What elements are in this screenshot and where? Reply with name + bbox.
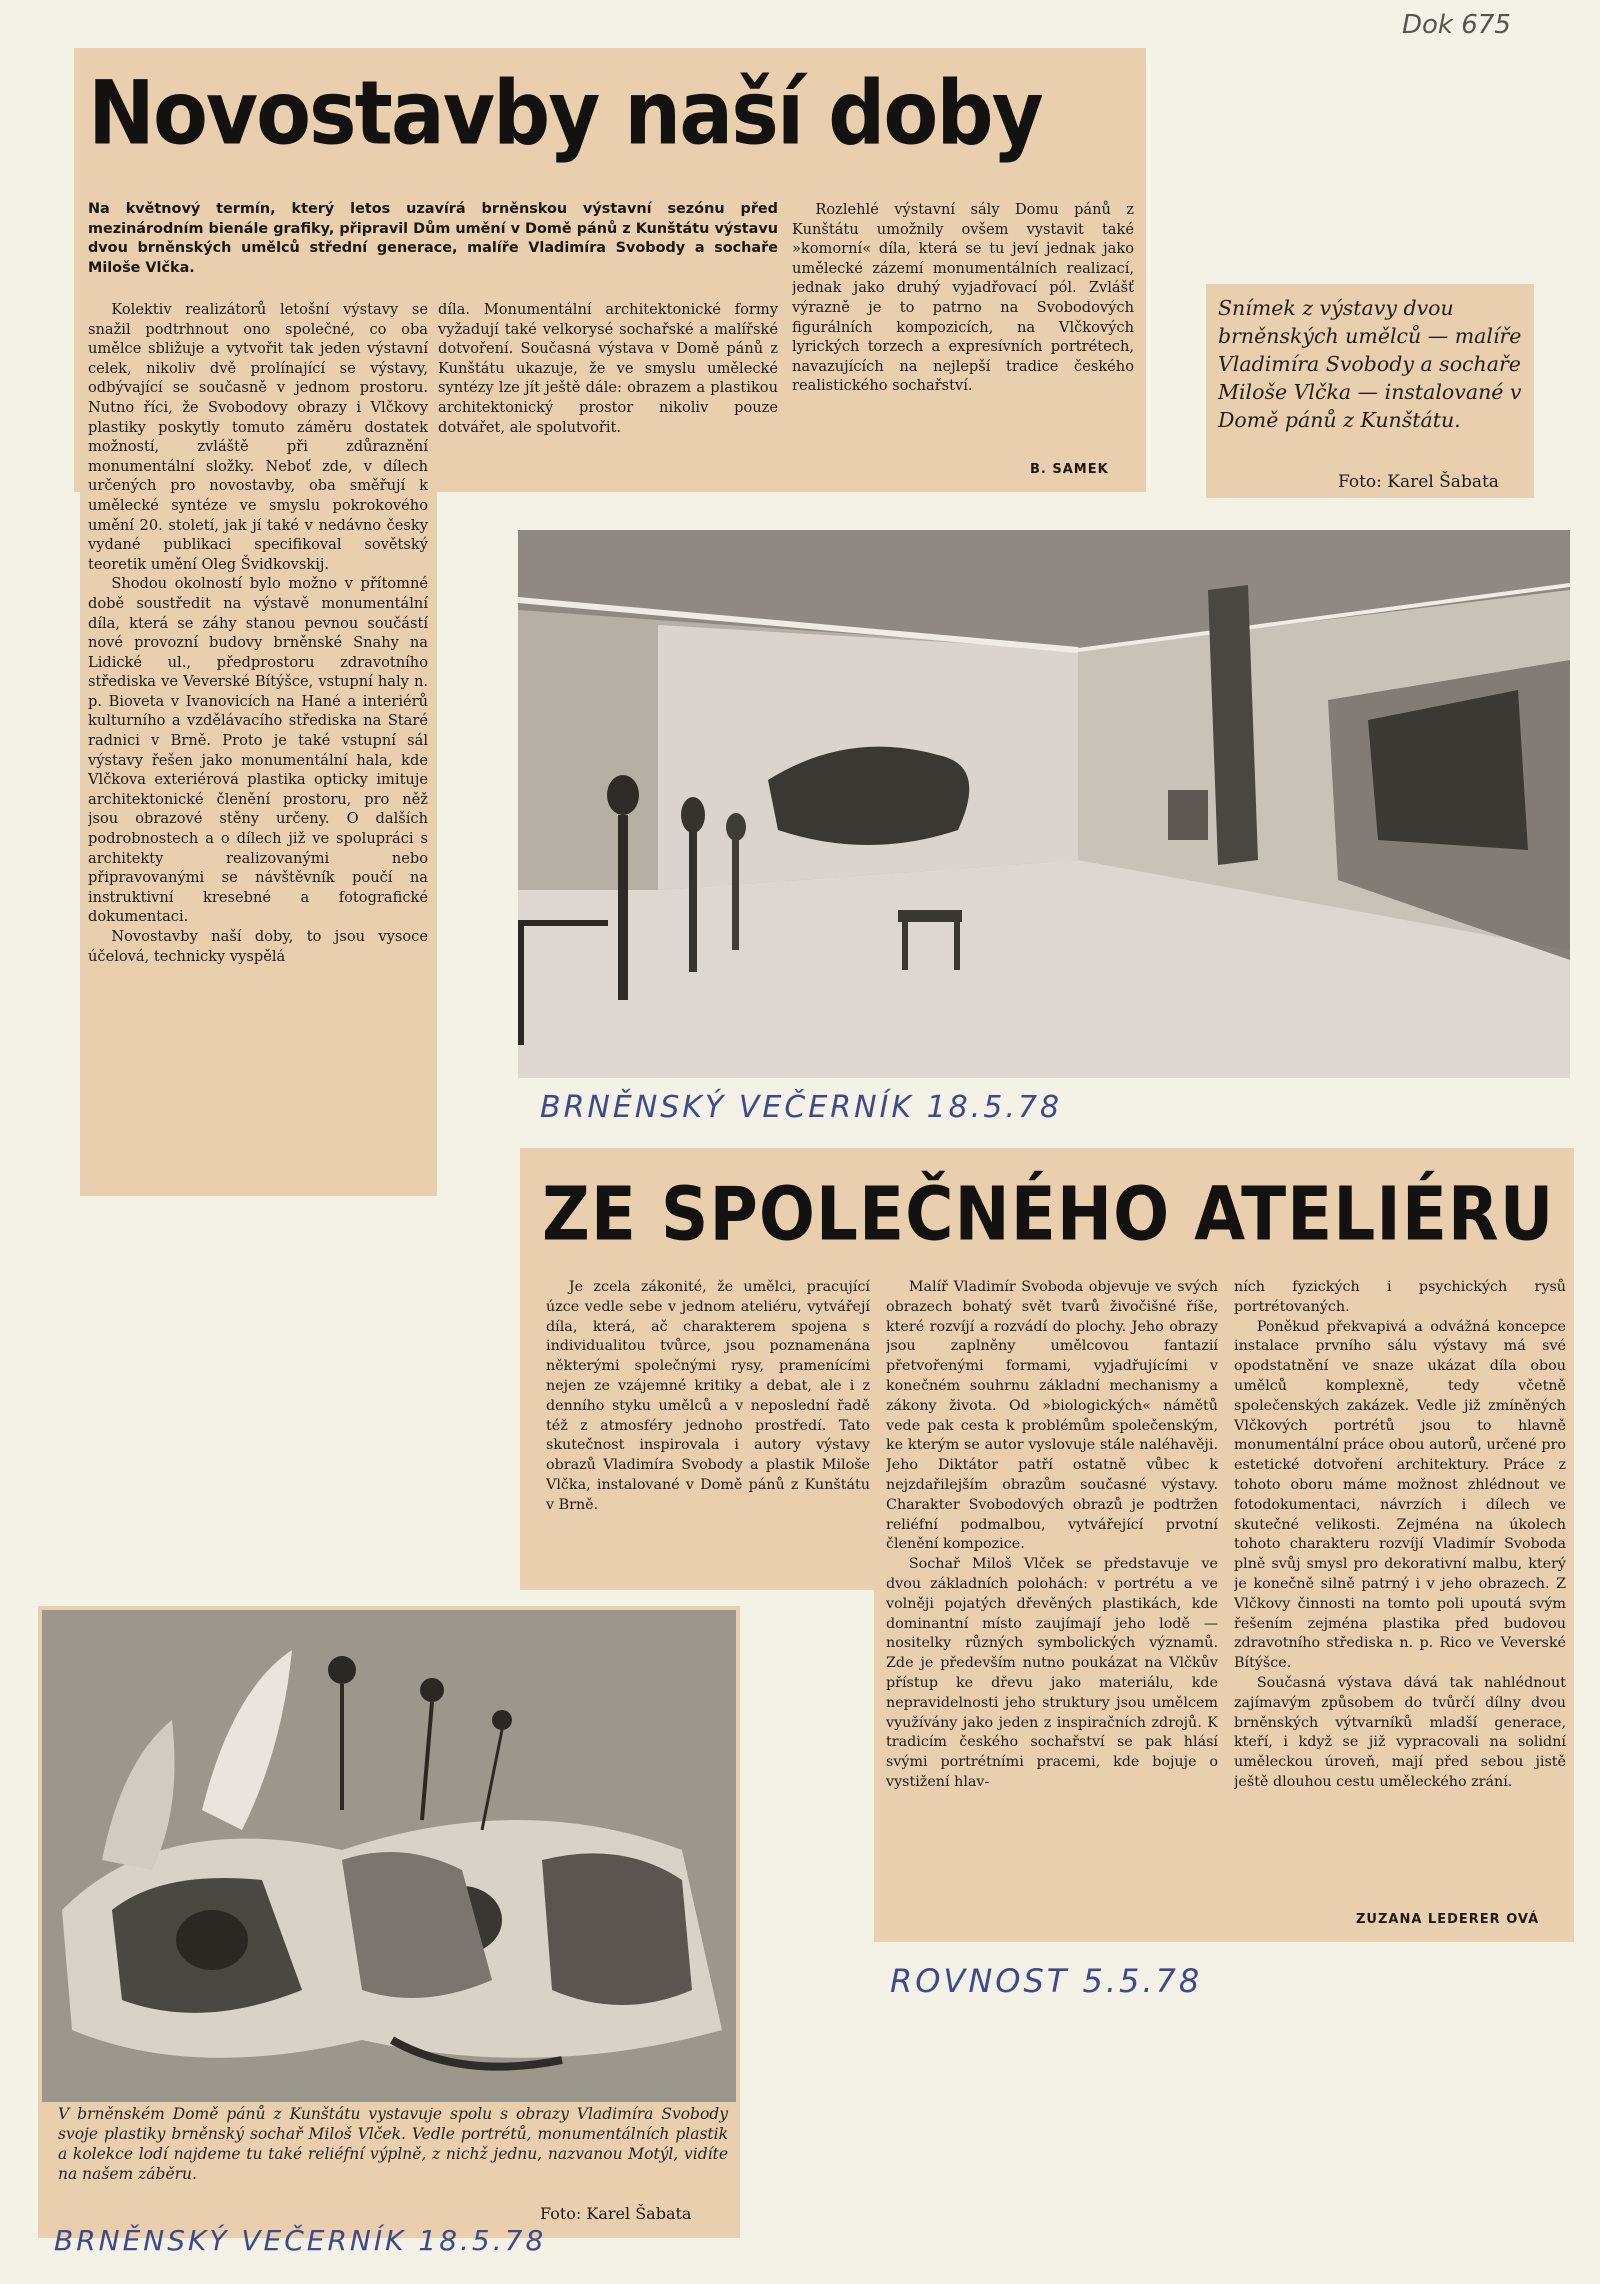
article2-column-2-p1: Malíř Vladimír Svoboda objevuje ve svých obrazech bohatý svět tvarů živočišné říše, které rozvíjí a rozvádí do plochy. Jeho obrazy jsou zaplněny umělcovou fantazií přetvořenými formami, vyjadřujícími v konečném souhrnu základní mechanismy a zákony života. Od »biologických« námětů vede pak cesta k problémům společenským, ke kterým se autor vyslovuje stále naléhavěji. Jeho Diktátor patří ostatně vůbec k nejzdařilejším obrazům současné výstavy. Charakter Svobodových obrazů je podtržen reliéfní podmalbou, vytvářející prvotní členění kompozice.: [886, 1279, 1218, 1553]
article1-headline: Novostavby naší doby: [88, 62, 1042, 165]
photo1-caption-text: Snímek z výstavy dvou brněnských umělců — malíře Vladimíra Svobody a sochaře Miloše Vlčka — instalované v Domě pánů z Kunštátu.: [1218, 296, 1522, 432]
article1-signature: B. SAMEK: [1030, 462, 1109, 477]
article2-source-handwritten: ROVNOST 5.5.78: [890, 1962, 1203, 2000]
photo2-source-handwritten: BRNĚNSKÝ VEČERNÍK 18.5.78: [54, 2224, 547, 2257]
article2-column-2: [886, 1278, 1218, 1910]
photo1-caption-credit: Foto: Karel Šabata: [1338, 472, 1499, 492]
article1-lead: Na květnový termín, který letos uzavírá brněnskou výstavní sezónu před mezinárodním bienále grafiky, připravil Dům umění v Domě pánů z Kunštátu výstavu dvou brněnských umělců střední generace, malíře Vladimíra Svobody a sochaře Miloše Vlčka.: [88, 201, 778, 276]
article2-column-3-p3: Současná výstava dává tak nahlédnout zajímavým způsobem do tvůrčí dílny dvou brněnských výtvarníků mladší generace, kteří, i když se již vypracovali na solidní uměleckou úroveň, mají před sebou jistě ještě dlouhou cestu uměleckého zrání.: [1234, 1674, 1566, 1790]
photo2-caption-credit: Foto: Karel Šabata: [540, 2204, 692, 2223]
article1-column-3: [792, 200, 1134, 460]
article2-signature: ZUZANA LEDERER OVÁ: [1356, 1912, 1540, 1927]
article1-column-1-p2: Shodou okolností bylo možno v přítomné době soustředit na výstavě monumentální díla, která se záhy stanou pevnou součástí nové provozní budovy brněnské Snahy na Lidické ul., předprostoru zdravotního střediska ve Veverské Bítýšce, vstupní haly n. p. Bioveta v Ivanovicích na Hané a interiérů kulturního a vzdělávacího střediska na Staré radnici v Brně. Proto je také vstupní sál výstavy řešen jako monumentální hala, kde Vlčkova exteriérová plastika opticky imituje architektonické členění prostoru, pro něž jsou obrazové stěny určeny. O dalších podrobnostech a o dílech již ve spolupráci s architekty realizovanými nebo připravovanými se návštěvník poučí na instruktivní kresebné a fotografické dokumentaci.: [88, 575, 428, 926]
article2-column-3-p1: ních fyzických i psychických rysů portrétovaných.: [1234, 1279, 1566, 1315]
article2-headline: ZE SPOLEČNÉHO ATELIÉRU: [542, 1171, 1555, 1258]
archive-mark: Dok 675: [1402, 10, 1511, 40]
article2-column-3: [1234, 1278, 1566, 1910]
article1-source-handwritten: BRNĚNSKÝ VEČERNÍK 18.5.78: [540, 1090, 1063, 1125]
article2-column-2-p2: Sochař Miloš Vlček se představuje ve dvou základních polohách: v portrétu a ve volněji pojatých dřevěných plastikách, kde dominantní místo zaujímají jeho lodě — nositelky různých symbolických významů. Zde je především nutno poukázat na Vlčkův přístup ke dřevu jako materiálu, kde nepravidelnosti jeho struktury jsou umělcem využívány jako jeden z inspiračních zdrojů. K tradicím českého sochařství se pak hlásí svými portrétními pracemi, kde bojuje o vystižení hlav-: [886, 1556, 1218, 1790]
article1-column-1-p1: Kolektiv realizátorů letošní výstavy se snažil podtrhnout ono společné, co oba umělce sbližuje a vytvořit tak jeden výstavní celek, nikoliv dvě prolínající se výstavy, odbývající se současně v jednom prostoru. Nutno říci, že Svobodovy obrazy i Vlčkovy plastiky poskytly tomuto záměru dostatek možností, zvláště při zdůraznění monumentální složky. Neboť zde, v dílech určených pro novostavby, oba směřují k umělecké syntéze ve smyslu pokrokového umění 20. století, jak jí také v nedávno česky vydané publikaci specifikoval sovětský teoretik umění Oleg Švidkovskij.: [88, 301, 428, 573]
motyl-relief-photo: [42, 1610, 736, 2102]
article1-column-2-p1: díla. Monumentální architektonické formy vyžadují také velkorysé sochařské a malířské dotvoření. Současná výstava v Domě pánů z Kunštátu ukazuje, že ve smyslu umělecké syntézy lze jít ještě dále: obrazem a plastikou architektonický prostor nikoliv pouze dotvářet, ale spolutvořit.: [438, 301, 778, 436]
article2-column-1: [546, 1278, 870, 1598]
article1-column-1: [88, 300, 428, 1195]
article1-column-3-p1: Rozlehlé výstavní sály Domu pánů z Kunštátu umožnily ovšem vystavit také »komorní« díla, která se tu jeví jednak jako umělecké zázemí monumentálních realizací, jednak jako druhý vyjadřovací pól. Zvlášť výrazně je to patrno na Svobodových figurálních kompozicích, na Vlčkových lyrických torzech a expresívních portrétech, navazujících na nejlepší tradice českého realistického sochařství.: [792, 201, 1134, 395]
exhibition-hall-photo: [518, 530, 1570, 1078]
photo2-caption-text: V brněnském Domě pánů z Kunštátu vystavuje spolu s obrazy Vladimíra Svobody svoje plastiky brněnský sochař Miloš Vlček. Vedle portrétů, monumentálních plastik a kolekce lodí najdeme tu také reliéfní výplně, z nichž jednu, nazvanou Motýl, vidíte na našem záběru.: [58, 2105, 728, 2183]
article2-column-3-p2: Poněkud překvapivá a odvážná koncepce instalace prvního sálu výstavy má své opodstatnění ve snaze ukázat díla obou umělců komplexně, tedy včetně společenských zakázek. Vedle již zmíněných Vlčkových portrétů jsou to hlavně monumentální práce obou autorů, určené pro estetické dotvoření architektury. Práce z tohoto oboru máme možnost zhlédnout ve fotodokumentaci, návrzích i dílech ve skutečné velikosti. Zejména na úkolech tohoto charakteru rozvíjí Vladimír Svoboda plně svůj smysl pro dekorativní malbu, který je konečně silně patrný i v jeho obrazech. Z Vlčkovy činnosti na tomto poli upoutá svým řešením zejména plastika před budovou zdravotního střediska n. p. Rico ve Veverské Bítýšce.: [1234, 1318, 1566, 1672]
article1-column-2: [438, 300, 778, 480]
article2-column-1-p1: Je zcela zákonité, že umělci, pracující úzce vedle sebe v jednom ateliéru, vytvářejí díla, která, ač charakterem spojena s individualitou tvůrce, jsou poznamenána některými společnými rysy, pramenícími nejen ze vzájemné kritiky a debat, ale i z denního styku umělců a v neposlední řadě též z atmosféry jednoho prostředí. Tato skutečnost inspirovala i autory výstavy obrazů Vladimíra Svobody a plastik Miloše Vlčka, instalované v Domě pánů z Kunštátu v Brně.: [546, 1279, 870, 1513]
article1-column-1-p3: Novostavby naší doby, to jsou vysoce účelová, technicky vyspělá: [88, 928, 428, 965]
